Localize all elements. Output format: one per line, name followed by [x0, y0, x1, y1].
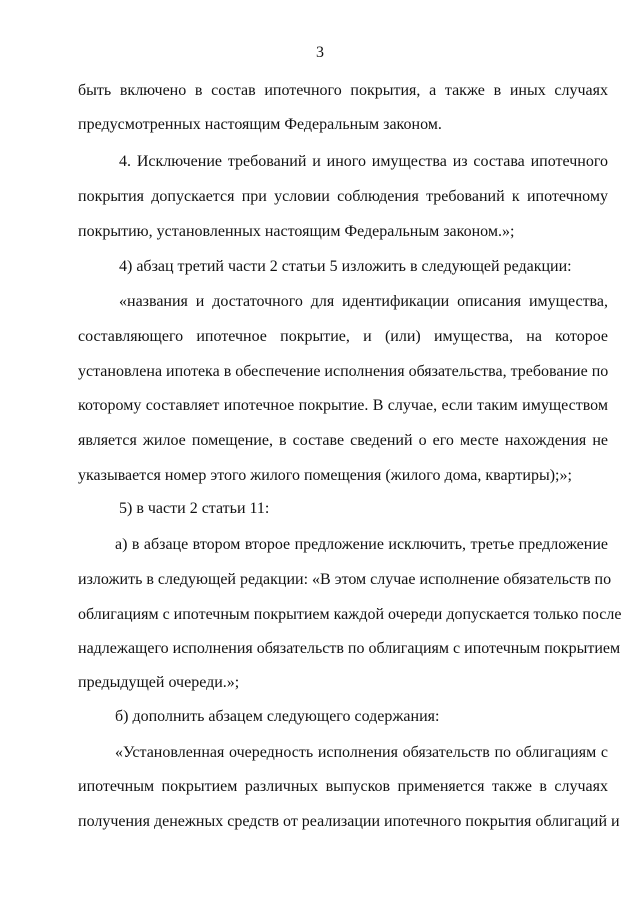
text-line: установлена ипотека в обеспечение исполнения обязательства, требование по	[78, 363, 609, 380]
text-line: является жилое помещение, в составе сведений о его месте нахождения не	[78, 432, 608, 449]
text-line: получения денежных средств от реализации ипотечного покрытия облигаций и	[78, 813, 620, 830]
text-line: покрытию, установленных настоящим Федеральным законом.»;	[78, 223, 515, 240]
text-line: составляющего ипотечное покрытие, и (или) имущества, на которое	[78, 328, 608, 345]
text-line: покрытия допускается при условии соблюдения требований к ипотечному	[78, 188, 608, 205]
text-line: изложить в следующей редакции: «В этом случае исполнение обязательств по	[78, 571, 612, 588]
text-line: б) дополнить абзацем следующего содержания:	[115, 708, 440, 725]
text-line: «Установленная очередность исполнения обязательств по облигациям с	[115, 744, 608, 761]
text-line: 5) в части 2 статьи 11:	[119, 500, 270, 517]
text-line: предусмотренных настоящим Федеральным законом.	[78, 116, 442, 133]
text-line: 4) абзац третий части 2 статьи 5 изложить в следующей редакции:	[119, 258, 572, 275]
text-line: быть включено в состав ипотечного покрытия, а также в иных случаях	[78, 82, 608, 99]
text-line: надлежащего исполнения обязательств по облигациям с ипотечным покрытием	[78, 640, 621, 657]
text-line: облигациям с ипотечным покрытием каждой очереди допускается только после	[78, 606, 622, 623]
text-line: «названия и достаточного для идентификации описания имущества,	[119, 293, 608, 310]
page-number: 3	[316, 44, 324, 61]
text-line: ипотечным покрытием различных выпусков применяется также в случаях	[78, 778, 608, 795]
text-line: 4. Исключение требований и иного имущества из состава ипотечного	[119, 153, 608, 170]
text-line: которому составляет ипотечное покрытие. В случае, если таким имуществом	[78, 397, 608, 414]
text-line: указывается номер этого жилого помещения (жилого дома, квартиры);»;	[78, 467, 572, 484]
text-line: а) в абзаце втором второе предложение исключить, третье предложение	[115, 536, 608, 553]
text-line: предыдущей очереди.»;	[78, 674, 240, 691]
